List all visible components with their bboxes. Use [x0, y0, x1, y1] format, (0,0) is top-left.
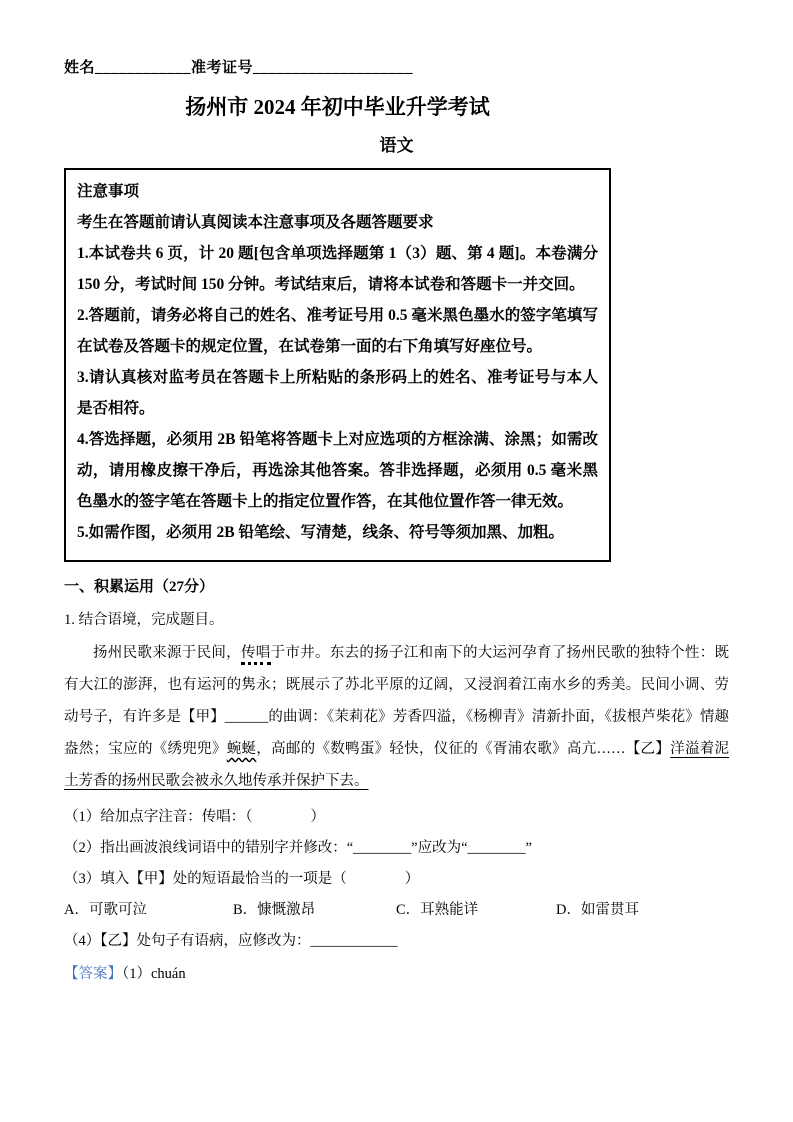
answer-label: 【答案】 [64, 966, 122, 982]
notice-item-2: 2.答题前，请务必将自己的姓名、准考证号用 0.5 毫米黑色墨水的签字笔填写在试卷及答题卡的规定位置，在试卷第一面的右下角填写好座位号。 [77, 307, 598, 355]
passage-underlined-sentence: 洋溢着泥土芳香的扬州民歌会被永久地传承并保护下去。 [64, 741, 730, 789]
question-1-intro: 1. 结合语境，完成题目。 [64, 612, 224, 628]
passage-text-3: ，高邮的《数鸭蛋》轻快，仪征的《胥浦农歌》高亢……【乙】 [256, 741, 671, 757]
option-a: A．可歌可泣 [64, 902, 147, 918]
notice-box [64, 168, 611, 562]
passage-text-2: 于市井。东去的扬子江和南下的大运河孕育了扬州民歌的独特个性：既有大江的澎湃，也有运河的隽永；既展示了苏北平原的辽阔，又浸润着江南水乡的秀美。民间小调、劳动号子，有许多是【甲】______的曲调：《茉莉花》芳香四溢，《杨柳青》清新扑面，《拔根芦柴花》情趣盎然；宝应的《绣兜兜》 [64, 645, 730, 757]
exam-subject: 语文 [379, 136, 414, 155]
notice-heading: 注意事项 [77, 183, 140, 200]
section-heading: 一、积累运用（27分） [64, 579, 215, 595]
notice-subheading: 考生在答题前请认真阅读本注意事项及各题答题要求 [77, 214, 434, 231]
question-1-4: （4）【乙】处句子有语病，应修改为：____________ [64, 933, 398, 949]
answer-text: （1）chuán [122, 966, 186, 982]
exam-title: 扬州市 2024 年初中毕业升学考试 [185, 95, 490, 119]
option-d: D．如雷贯耳 [556, 902, 639, 918]
notice-item-3: 3.请认真核对监考员在答题卡上所粘贴的条形码上的姓名、准考证号与本人是否相符。 [77, 369, 598, 417]
passage [64, 637, 729, 797]
passage-text-1: 扬州民歌来源于民间， [93, 645, 241, 661]
passage-wavy-word: 蜿蜒 [226, 741, 257, 757]
notice-item-4: 4.答选择题，必须用 2B 铅笔将答题卡上对应选项的方框涂满、涂黑；如需改动，请用橡皮擦干净后，再选涂其他答案。答非选择题，必须用 0.5 毫米黑色墨水的签字笔在答题卡上的指定位置作答，在其他位置作答一律无效。 [77, 431, 598, 510]
option-b: B．慷慨激昂 [233, 902, 316, 918]
notice-item-1: 1.本试卷共 6 页，计 20 题[包含单项选择题第 1（3）题、第 4 题]。本卷满分 150 分，考试时间 150 分钟。考试结束后，请将本试卷和答题卡一并交回。 [77, 245, 598, 293]
passage-dotted-word: 传唱 [241, 645, 271, 665]
question-1-1: （1）给加点字注音：传唱：（ ） [64, 809, 325, 825]
notice-item-5: 5.如需作图，必须用 2B 铅笔绘、写清楚，线条、符号等须加黑、加粗。 [77, 524, 564, 541]
question-1-3: （3）填入【甲】处的短语最恰当的一项是（ ） [64, 871, 420, 887]
name-ticket-line: 姓名____________准考证号____________________ [64, 60, 414, 76]
answer-line [64, 963, 729, 985]
option-c: C．耳熟能详 [396, 902, 479, 918]
question-1-2: （2）指出画波浪线词语中的错别字并修改：“________”应改为“________” [64, 840, 532, 856]
options-row [64, 899, 729, 921]
